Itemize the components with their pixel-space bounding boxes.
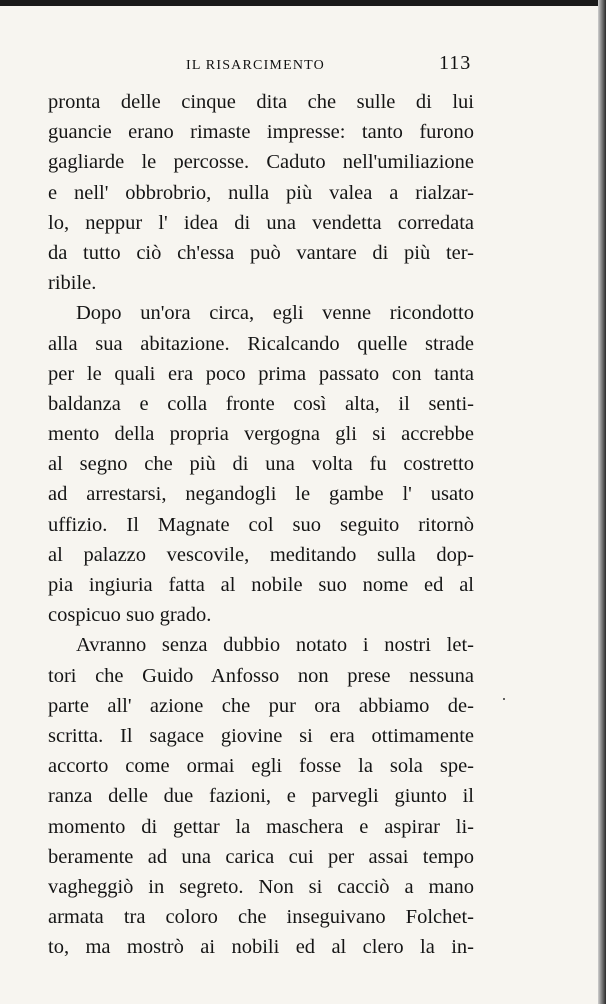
- text-line: pronta delle cinque dita che sulle di lui: [48, 91, 474, 113]
- text-line: mento della propria vergogna gli si accrebbe: [48, 423, 474, 446]
- text-line: cospicuo suo grado.: [48, 604, 212, 627]
- text-line: ad arrestarsi, negandogli le gambe l' usato: [48, 483, 474, 506]
- text-line: per le quali era poco prima passato con tanta: [48, 362, 474, 385]
- text-line: gagliarde le percosse. Caduto nell'umiliazione: [48, 151, 474, 174]
- text-line: armata tra coloro che inseguivano Folchet-: [48, 906, 474, 929]
- text-line: Dopo un'ora circa, egli venne ricondotto: [76, 302, 474, 325]
- text-line: alla sua abitazione. Ricalcando quelle strade: [48, 332, 474, 355]
- text-line: scritta. Il sagace giovine si era ottimamente: [48, 724, 474, 747]
- text-line: accorto come ormai egli fosse la sola spe-: [48, 755, 474, 778]
- text-line: parte all' azione che pur ora abbiamo de-: [48, 694, 474, 717]
- text-line: to, ma mostrò ai nobili ed al clero la in-: [48, 936, 474, 959]
- body-text: [48, 87, 474, 962]
- text-line: lo, neppur l' idea di una vendetta corredata: [48, 211, 474, 234]
- text-line: Avranno senza dubbio notato i nostri let-: [76, 634, 474, 657]
- page-number: 113: [439, 52, 472, 74]
- text-line: beramente ad una carica cui per assai tempo: [48, 845, 474, 868]
- text-line: momento di gettar la maschera e aspirar li-: [48, 815, 474, 838]
- text-line: baldanza e colla fronte così alta, il senti-: [48, 392, 474, 415]
- text-line: tori che Guido Anfosso non prese nessuna: [48, 664, 474, 687]
- text-line: vagheggiò in segreto. Non si cacciò a mano: [48, 875, 474, 898]
- text-line: al segno che più di una volta fu costretto: [48, 453, 474, 476]
- text-line: da tutto ciò ch'essa può vantare di più ter-: [48, 241, 474, 264]
- text-line: uffizio. Il Magnate col suo seguito ritornò: [48, 513, 474, 536]
- text-line: e nell' obbrobrio, nulla più valea a rialzar-: [48, 181, 474, 204]
- paragraph-3: [48, 630, 474, 962]
- page-edge-shadow: [598, 0, 606, 1004]
- text-line: guancie erano rimaste impresse: tanto furono: [48, 121, 474, 144]
- text-line: pia ingiuria fatta al nobile suo nome ed al: [48, 574, 474, 596]
- print-speck: [503, 698, 505, 700]
- book-page: [0, 6, 600, 1004]
- text-line: ranza delle due fazioni, e parvegli giunto il: [48, 785, 474, 808]
- text-line: ribile.: [48, 272, 97, 295]
- paragraph-2: [48, 298, 474, 630]
- text-line: al palazzo vescovile, meditando sulla dop-: [48, 543, 474, 566]
- paragraph-1: [48, 87, 474, 298]
- running-title: IL RISARCIMENTO: [186, 58, 325, 73]
